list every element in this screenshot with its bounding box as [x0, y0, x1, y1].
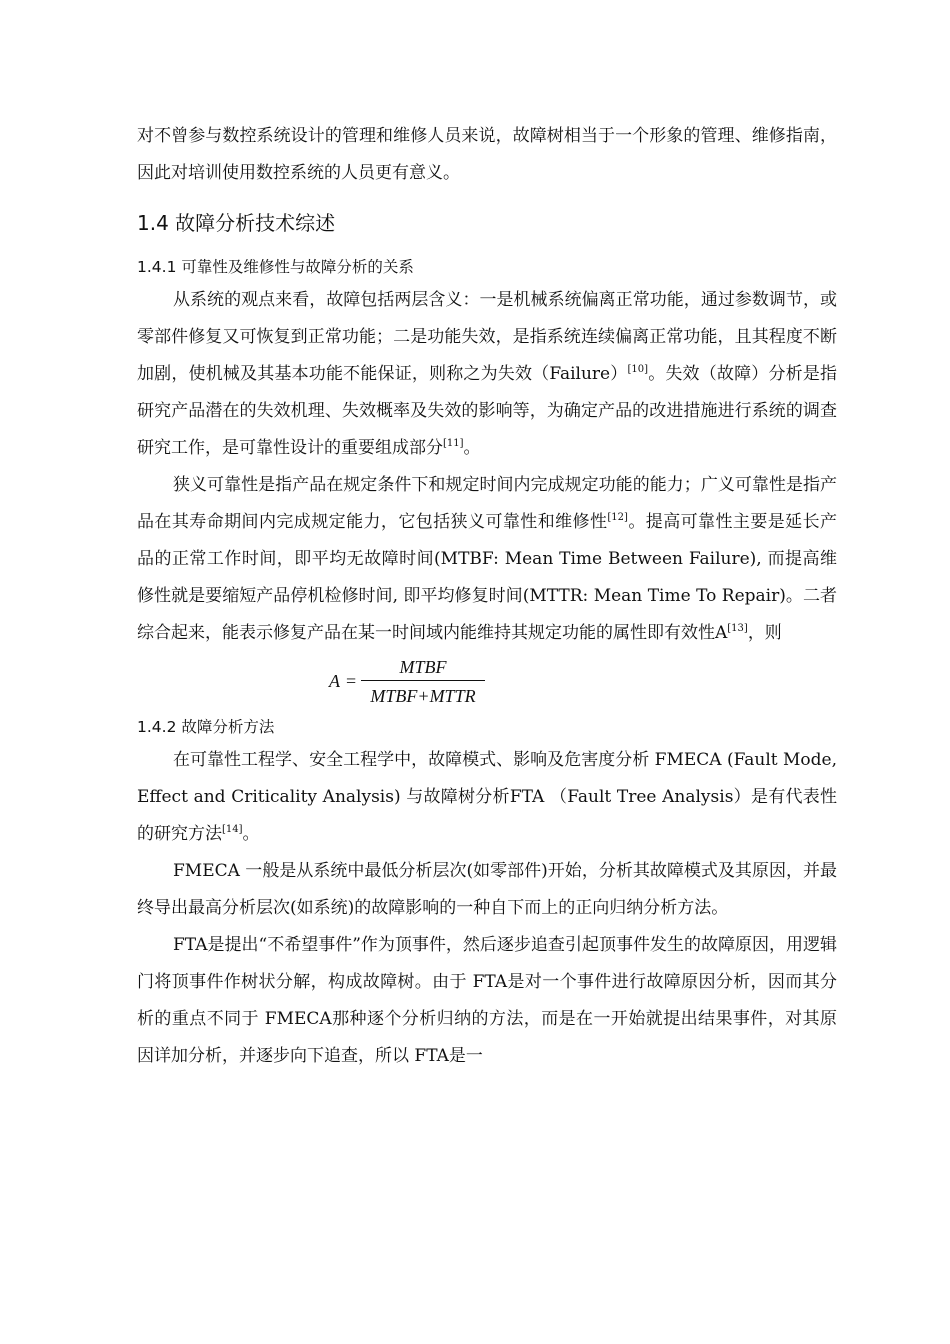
document-page	[137, 118, 837, 1075]
text-run: 。	[463, 438, 481, 458]
text-run: 。提高可靠性主要是延长产品的正常工作时间，即平均无故障时间(MTBF: Mean Time Between Failure), 而提高维修性就是要缩短产品停机检修时间, 即平均修复时间(MTTR: Mean Time To Repair)。二者综合起来，能表示修复产品在某一时间域内能维持其规定功能的属性即有效性A	[137, 512, 838, 643]
paragraph-reliability-definition	[137, 467, 837, 652]
formula-fraction	[361, 654, 485, 709]
citation-ref: [11]	[443, 438, 464, 449]
paragraph-analysis-methods	[137, 742, 837, 853]
formula-lhs: A	[329, 671, 340, 691]
citation-ref: [12]	[607, 512, 628, 523]
formula-denominator: MTBF+MTTR	[370, 686, 476, 706]
paragraph-fta: FTA是提出“不希望事件”作为顶事件，然后逐步追查引起顶事件发生的故障原因，用逻辑门将顶事件作树状分解，构成故障树。由于 FTA是对一个事件进行故障原因分析，因而其分析的重点不同于 FMECA那种逐个分析归纳的方法，而是在一开始就提出结果事件，对其原因详加分析，并逐步向下追查，所以 FTA是一	[137, 935, 837, 1066]
text-run: ，则	[747, 623, 782, 643]
text-run: 。失效（故障）分析是指研究产品潜在的失效机理、失效概率及失效的影响等，为确定产品的改进措施进行系统的调查研究工作，是可靠性设计的重要组成部分	[137, 364, 837, 458]
intro-paragraph: 对不曾参与数控系统设计的管理和维修人员来说，故障树相当于一个形象的管理、维修指南，因此对培训使用数控系统的人员更有意义。	[137, 126, 837, 183]
subsection-heading-1-4-2: 1.4.2 故障分析方法	[137, 718, 275, 736]
formula-equals: =	[346, 671, 357, 691]
subsection-heading-1-4-1: 1.4.1 可靠性及维修性与故障分析的关系	[137, 258, 414, 276]
section-heading-1-4: 1.4 故障分析技术综述	[137, 211, 336, 235]
paragraph-failure-definition	[137, 282, 837, 467]
citation-ref: [10]	[627, 364, 649, 375]
availability-formula	[137, 654, 837, 712]
text-run: 。	[242, 824, 260, 844]
text-run: 狭义可靠性是指产品在规定条件下和规定时间内完成规定功能的能力；广义可靠性是指产品在其寿命期间内完成规定能力，它包括狭义可靠性和维修性	[137, 475, 837, 532]
formula-numerator: MTBF	[361, 654, 485, 681]
citation-ref: [14]	[222, 824, 243, 835]
citation-ref: [13]	[727, 623, 748, 634]
paragraph-fmeca: FMECA 一般是从系统中最低分析层次(如零部件)开始，分析其故障模式及其原因，并最终导出最高分析层次(如系统)的故障影响的一种自下而上的正向归纳分析方法。	[137, 861, 837, 918]
text-run: 从系统的观点来看，故障包括两层含义：一是机械系统偏离正常功能，通过参数调节，或零部件修复又可恢复到正常功能；二是功能失效，是指系统连续偏离正常功能，且其程度不断加剧，使机械及其基本功能不能保证，则称之为失效（Failure）	[137, 290, 837, 384]
text-run: 在可靠性工程学、安全工程学中，故障模式、影响及危害度分析 FMECA (Fault Mode, Effect and Criticality Analysis) 与故障树分析FTA （Fault Tree Analysis）是有代表性的研究方法	[137, 750, 837, 844]
